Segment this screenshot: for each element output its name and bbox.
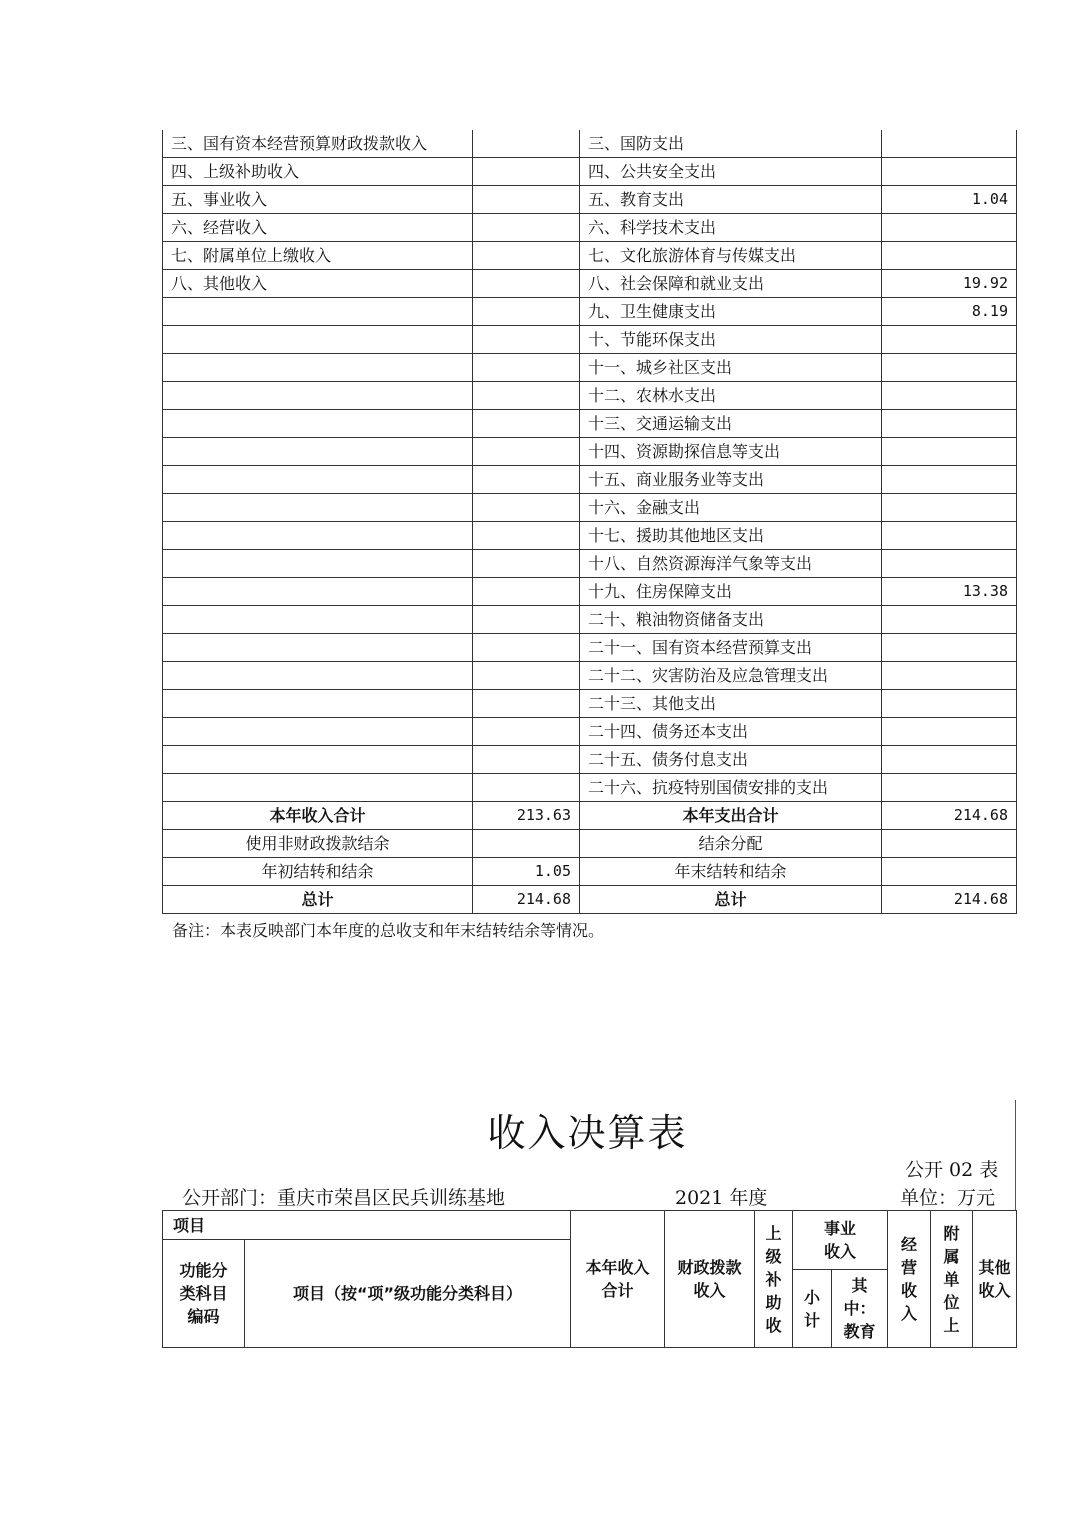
expense-total-value: 214.68: [882, 802, 1017, 830]
education-header: [832, 1270, 888, 1348]
income-item: [163, 578, 473, 606]
grand-total-expense-value: 214.68: [882, 886, 1017, 914]
income-amount: [473, 606, 580, 634]
grand-total-income-label: 总计: [163, 886, 473, 914]
income-amount: [473, 662, 580, 690]
closing-carryover-value: [882, 858, 1017, 886]
income-amount: [473, 438, 580, 466]
income-item: [163, 606, 473, 634]
expense-item: 十、节能环保支出: [580, 326, 882, 354]
income-amount: [473, 158, 580, 186]
income-item: [163, 438, 473, 466]
expense-amount: [882, 130, 1017, 158]
superior-subsidy-header: [755, 1211, 793, 1348]
income-item: 八、其他收入: [163, 270, 473, 298]
table-remark: 备注：本表反映部门本年度的总收支和年末结转结余等情况。: [172, 921, 605, 940]
fiscal-income-header: [665, 1211, 755, 1348]
income-amount: [473, 634, 580, 662]
closing-carryover-label: 年末结转和结余: [580, 858, 882, 886]
expense-amount: 8.19: [882, 298, 1017, 326]
income-amount: [473, 298, 580, 326]
expense-amount: [882, 522, 1017, 550]
income-amount: [473, 242, 580, 270]
expense-item: 二十二、灾害防治及应急管理支出: [580, 662, 882, 690]
summary-table: [162, 130, 1017, 914]
summary-row: [163, 774, 1017, 802]
income-total-value: 213.63: [473, 802, 580, 830]
expense-item: 十五、商业服务业等支出: [580, 466, 882, 494]
summary-row: [163, 270, 1017, 298]
expense-item: 十八、自然资源海洋气象等支出: [580, 550, 882, 578]
income-table-header: [162, 1210, 1017, 1348]
nonfiscal-income-label: 使用非财政拨款结余: [163, 830, 473, 858]
income-item: [163, 494, 473, 522]
operating-income-header-text: 经营收入: [901, 1235, 918, 1323]
surplus-distribution-label: 结余分配: [580, 830, 882, 858]
project-header: 项目: [163, 1211, 571, 1240]
expense-amount: [882, 242, 1017, 270]
expense-amount: [882, 158, 1017, 186]
income-item: [163, 634, 473, 662]
other-income-header-text: 其他收入: [978, 1258, 1011, 1300]
summary-row: [163, 494, 1017, 522]
project-name-header: 项目（按“项”级功能分类科目）: [245, 1240, 571, 1348]
expense-item: 十七、援助其他地区支出: [580, 522, 882, 550]
expense-amount: [882, 634, 1017, 662]
summary-row: [163, 186, 1017, 214]
expense-amount: [882, 662, 1017, 690]
income-amount: [473, 690, 580, 718]
income-amount: [473, 270, 580, 298]
page-edge-line: [1015, 1100, 1016, 1210]
expense-item: 十六、金融支出: [580, 494, 882, 522]
income-total-label: 本年收入合计: [163, 802, 473, 830]
expense-amount: [882, 690, 1017, 718]
income-amount: [473, 774, 580, 802]
income-item: [163, 550, 473, 578]
business-income-header-text: 事业收入: [824, 1219, 857, 1261]
summary-row: [163, 746, 1017, 774]
income-item: [163, 774, 473, 802]
total-income-header-text: 本年收入合计: [585, 1258, 650, 1300]
summary-row: [163, 718, 1017, 746]
business-income-header: [793, 1211, 888, 1270]
nonfiscal-income-value: [473, 830, 580, 858]
fiscal-income-header-text: 财政拨款收入: [677, 1258, 742, 1300]
summary-row: [163, 438, 1017, 466]
expense-item: 二十一、国有资本经营预算支出: [580, 634, 882, 662]
expense-amount: [882, 354, 1017, 382]
expense-item: 二十五、债务付息支出: [580, 746, 882, 774]
expense-amount: [882, 410, 1017, 438]
summary-row: [163, 410, 1017, 438]
income-amount: [473, 410, 580, 438]
income-item: [163, 326, 473, 354]
subtotal-header: [793, 1270, 832, 1348]
summary-row: [163, 354, 1017, 382]
income-amount: [473, 214, 580, 242]
summary-row: [163, 690, 1017, 718]
income-item: [163, 522, 473, 550]
expense-amount: [882, 326, 1017, 354]
opening-carryover-value: 1.05: [473, 858, 580, 886]
income-table-title: 收入决算表: [487, 1111, 688, 1155]
department: 公开部门：重庆市荣昌区民兵训练基地: [182, 1187, 506, 1209]
income-amount: [473, 186, 580, 214]
code-header-text: 功能分类科目编码: [179, 1261, 228, 1326]
income-item: [163, 662, 473, 690]
summary-row: [163, 634, 1017, 662]
superior-subsidy-header-text: 上级补助收: [765, 1223, 782, 1335]
income-amount: [473, 746, 580, 774]
income-item: 三、国有资本经营预算财政拨款收入: [163, 130, 473, 158]
expense-item: 十一、城乡社区支出: [580, 354, 882, 382]
expense-item: 二十六、抗疫特别国债安排的支出: [580, 774, 882, 802]
expense-item: 八、社会保障和就业支出: [580, 270, 882, 298]
summary-row: [163, 242, 1017, 270]
income-amount: [473, 494, 580, 522]
expense-amount: [882, 466, 1017, 494]
income-amount: [473, 466, 580, 494]
summary-row: [163, 522, 1017, 550]
expense-amount: 19.92: [882, 270, 1017, 298]
summary-body: [163, 130, 1017, 802]
education-header-text: 其中：教育: [843, 1276, 876, 1341]
income-amount: [473, 550, 580, 578]
unit-label: 单位：万元: [900, 1187, 996, 1209]
income-item: [163, 382, 473, 410]
income-item: [163, 298, 473, 326]
expense-amount: [882, 774, 1017, 802]
surplus-distribution-value: [882, 830, 1017, 858]
summary-row: [163, 130, 1017, 158]
expense-item: 三、国防支出: [580, 130, 882, 158]
other-income-header: [973, 1211, 1017, 1348]
summary-row: [163, 578, 1017, 606]
total-income-header: [571, 1211, 665, 1348]
income-amount: [473, 130, 580, 158]
expense-item: 六、科学技术支出: [580, 214, 882, 242]
expense-item: 十九、住房保障支出: [580, 578, 882, 606]
income-item: [163, 410, 473, 438]
operating-income-header: [888, 1211, 931, 1348]
expense-amount: [882, 438, 1017, 466]
total-row: [163, 802, 1017, 830]
expense-amount: 13.38: [882, 578, 1017, 606]
expense-item: 七、文化旅游体育与传媒支出: [580, 242, 882, 270]
expense-item: 九、卫生健康支出: [580, 298, 882, 326]
income-amount: [473, 326, 580, 354]
expense-amount: [882, 382, 1017, 410]
income-item: 四、上级补助收入: [163, 158, 473, 186]
affiliated-income-header-text: 附属单位上: [943, 1223, 960, 1335]
expense-amount: [882, 214, 1017, 242]
income-item: [163, 354, 473, 382]
affiliated-income-header: [931, 1211, 973, 1348]
expense-total-label: 本年支出合计: [580, 802, 882, 830]
expense-amount: [882, 494, 1017, 522]
income-item: 五、事业收入: [163, 186, 473, 214]
expense-item: 五、教育支出: [580, 186, 882, 214]
fiscal-year: 2021 年度: [675, 1187, 768, 1209]
summary-row: [163, 662, 1017, 690]
grand-total-row: [163, 886, 1017, 914]
income-amount: [473, 522, 580, 550]
income-item: [163, 466, 473, 494]
code-header: [163, 1240, 245, 1348]
income-item: [163, 718, 473, 746]
grand-total-expense-label: 总计: [580, 886, 882, 914]
expense-item: 二十三、其他支出: [580, 690, 882, 718]
grand-total-income-value: 214.68: [473, 886, 580, 914]
expense-amount: [882, 550, 1017, 578]
income-item: [163, 690, 473, 718]
summary-row: [163, 606, 1017, 634]
summary-row: [163, 158, 1017, 186]
income-amount: [473, 578, 580, 606]
summary-row: [163, 382, 1017, 410]
income-amount: [473, 718, 580, 746]
income-item: 六、经营收入: [163, 214, 473, 242]
nonfiscal-row: [163, 830, 1017, 858]
summary-row: [163, 214, 1017, 242]
income-amount: [473, 382, 580, 410]
expense-item: 四、公共安全支出: [580, 158, 882, 186]
summary-row: [163, 298, 1017, 326]
expense-item: 十三、交通运输支出: [580, 410, 882, 438]
expense-item: 十四、资源勘探信息等支出: [580, 438, 882, 466]
expense-item: 二十四、债务还本支出: [580, 718, 882, 746]
expense-amount: [882, 718, 1017, 746]
expense-amount: 1.04: [882, 186, 1017, 214]
expense-item: 二十、粮油物资储备支出: [580, 606, 882, 634]
carryover-row: [163, 858, 1017, 886]
subtotal-header-text: 小计: [804, 1287, 821, 1330]
income-item: [163, 746, 473, 774]
summary-row: [163, 326, 1017, 354]
income-amount: [473, 354, 580, 382]
summary-row: [163, 466, 1017, 494]
summary-row: [163, 550, 1017, 578]
expense-amount: [882, 606, 1017, 634]
expense-amount: [882, 746, 1017, 774]
opening-carryover-label: 年初结转和结余: [163, 858, 473, 886]
income-item: 七、附属单位上缴收入: [163, 242, 473, 270]
form-number: 公开 02 表: [905, 1159, 999, 1181]
expense-item: 十二、农林水支出: [580, 382, 882, 410]
